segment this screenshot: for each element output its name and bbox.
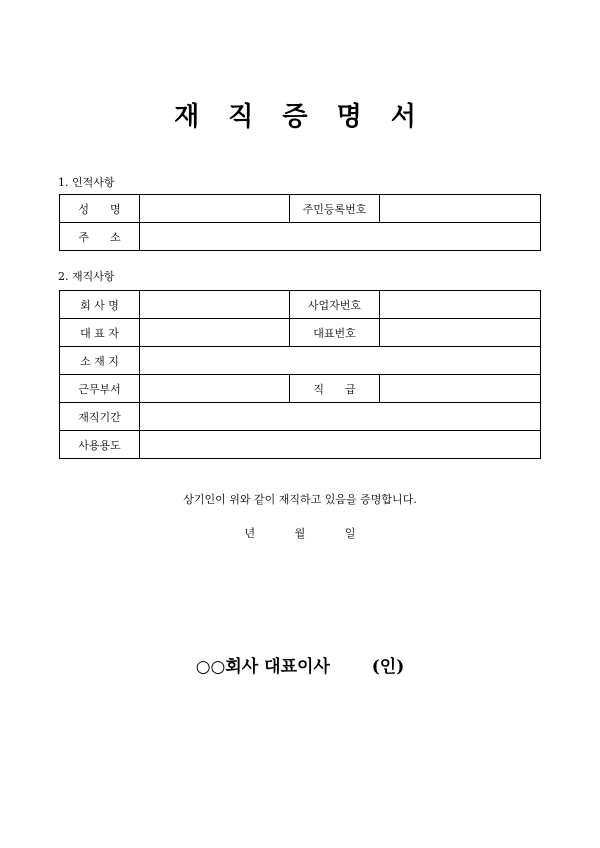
table-row bbox=[60, 375, 541, 403]
signature-line bbox=[0, 652, 600, 677]
location-field[interactable] bbox=[140, 347, 541, 375]
table-row bbox=[60, 431, 541, 459]
section-personal-label: 1. 인적사항 bbox=[58, 176, 115, 189]
name-label: 성 명 bbox=[60, 195, 140, 223]
certification-statement: 상기인이 위와 같이 재직하고 있음을 증명합니다. bbox=[183, 493, 417, 506]
rrn-label: 주민등록번호 bbox=[290, 195, 380, 223]
ceo-field[interactable] bbox=[140, 319, 290, 347]
employment-info-table bbox=[59, 290, 541, 459]
signature-company: ○○회사 대표이사 bbox=[195, 657, 330, 677]
table-row bbox=[60, 347, 541, 375]
personal-info-table bbox=[59, 194, 541, 251]
phone-label: 대표번호 bbox=[290, 319, 380, 347]
period-field[interactable] bbox=[140, 403, 541, 431]
table-row bbox=[60, 319, 541, 347]
ceo-label: 대 표 자 bbox=[60, 319, 140, 347]
address-field[interactable] bbox=[140, 223, 541, 251]
document-title: 재 직 증 명 서 bbox=[174, 102, 426, 132]
company-field[interactable] bbox=[140, 291, 290, 319]
department-label: 근무부서 bbox=[60, 375, 140, 403]
location-label: 소 재 지 bbox=[60, 347, 140, 375]
purpose-label: 사용용도 bbox=[60, 431, 140, 459]
period-label: 재직기간 bbox=[60, 403, 140, 431]
date-month: 월 bbox=[294, 527, 306, 540]
table-row bbox=[60, 223, 541, 251]
phone-field[interactable] bbox=[380, 319, 541, 347]
position-field[interactable] bbox=[380, 375, 541, 403]
purpose-field[interactable] bbox=[140, 431, 541, 459]
section-employment-label: 2. 재직사항 bbox=[58, 270, 115, 283]
table-row bbox=[60, 195, 541, 223]
issue-date bbox=[0, 525, 600, 541]
business-no-field[interactable] bbox=[380, 291, 541, 319]
position-label: 직 급 bbox=[290, 375, 380, 403]
date-year: 년 bbox=[244, 527, 256, 540]
rrn-field[interactable] bbox=[380, 195, 541, 223]
name-field[interactable] bbox=[140, 195, 290, 223]
department-field[interactable] bbox=[140, 375, 290, 403]
table-row bbox=[60, 291, 541, 319]
seal-mark: (인) bbox=[371, 657, 405, 677]
date-day: 일 bbox=[344, 527, 356, 540]
address-label: 주 소 bbox=[60, 223, 140, 251]
company-label: 회 사 명 bbox=[60, 291, 140, 319]
table-row bbox=[60, 403, 541, 431]
business-no-label: 사업자번호 bbox=[290, 291, 380, 319]
